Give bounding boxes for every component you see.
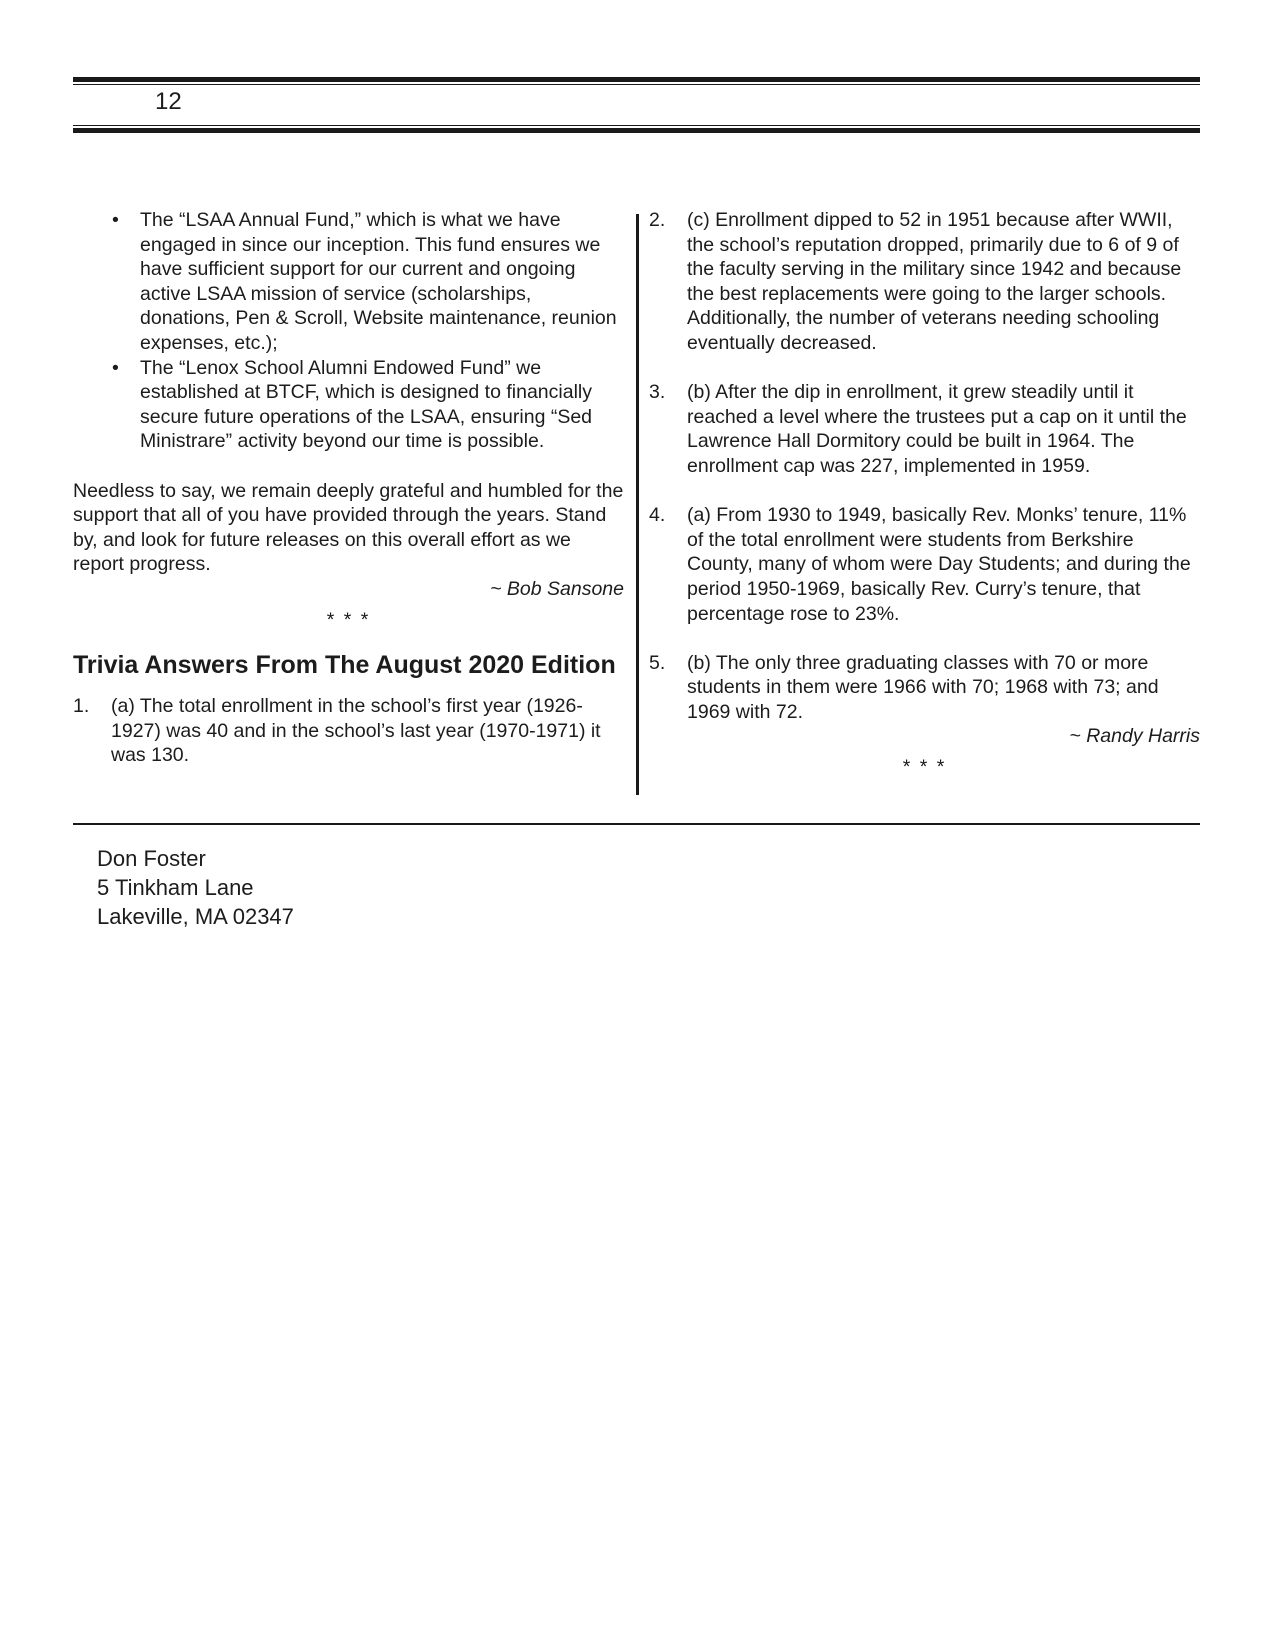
list-item: [649, 208, 1200, 356]
column-divider: [636, 214, 639, 795]
header-bottom-rule-thick: [73, 128, 1200, 133]
bullet-text: The “Lenox School Alumni Endowed Fund” we established at BTCF, which is designed to financially secure future operations of the LSAA, ensuring “Sed Ministrare” activity beyond our time is possible.: [140, 356, 593, 453]
header-top-rule-thick: [73, 77, 1200, 82]
answer-number: 2.: [649, 209, 666, 231]
mailing-divider: [73, 823, 1200, 825]
list-item: [73, 356, 624, 454]
section-title: Trivia Answers From The August 2020 Edition: [73, 651, 616, 680]
fund-bullet-list: [73, 208, 624, 454]
trivia-answer-list: [649, 208, 1200, 724]
answer-number: 4.: [649, 504, 666, 527]
list-item: [649, 503, 1200, 626]
left-column: [73, 208, 624, 768]
header-top-rule-thin: [73, 84, 1200, 85]
list-item: [649, 651, 1200, 725]
answer-number: 1.: [73, 695, 90, 718]
list-item: [649, 380, 1200, 478]
section-separator: * * *: [902, 756, 947, 779]
answer-text: (b) The only three graduating classes with 70 or more students in them were 1966 with 70; 1968 with 73; and 1969 with 72.: [687, 651, 1159, 723]
mailing-address: [97, 844, 294, 931]
page-number: 12: [155, 88, 182, 115]
closing-paragraph: Needless to say, we remain deeply grateful and humbled for the support that all of you have provided through the years. Stand by, and look for future releases on this overall effort as we report progress.: [73, 479, 624, 576]
answer-text: (a) The total enrollment in the school’s first year (1926-1927) was 40 and in the school’s last year (1970-1971) it was 130.: [111, 695, 601, 767]
bullet-icon: •: [112, 356, 119, 379]
trivia-answer-list: [73, 694, 624, 768]
answer-number: 3.: [649, 381, 666, 404]
address-street: 5 Tinkham Lane: [97, 875, 254, 900]
address-city-state-zip: Lakeville, MA 02347: [97, 904, 294, 929]
answer-text: (a) From 1930 to 1949, basically Rev. Monks’ tenure, 11% of the total enrollment were students from Berkshire County, many of whom were Day Students; and during the period 1950-1969, basically Rev. Curry’s tenure, that percentage rose to 23%.: [687, 504, 1191, 625]
bullet-icon: •: [112, 209, 119, 231]
address-name: Don Foster: [97, 846, 206, 871]
author-signature: ~ Bob Sansone: [490, 577, 624, 600]
answer-text: (c) Enrollment dipped to 52 in 1951 because after WWII, the school’s reputation dropped, primarily due to 6 of 9 of the faculty serving in the military since 1942 and because the best replacements were going to the larger schools. Additionally, the number of veterans needing schooling eventually decreased.: [687, 209, 1182, 354]
answer-number: 5.: [649, 651, 666, 674]
list-item: [73, 694, 624, 768]
bullet-text: The “LSAA Annual Fund,” which is what we have engaged in since our inception. This fund ensures we have sufficient support for our current and ongoing active LSAA mission of service (scholarships, donations, Pen & Scroll, Website maintenance, reunion expenses, etc.);: [140, 209, 617, 354]
author-signature: ~ Randy Harris: [1069, 725, 1200, 748]
section-separator: * * *: [326, 608, 371, 631]
header-bottom-rule-thin: [73, 125, 1200, 126]
list-item: [73, 208, 624, 356]
answer-text: (b) After the dip in enrollment, it grew steadily until it reached a level where the trustees put a cap on it until the Lawrence Hall Dormitory could be built in 1964. The enrollment cap was 227, implemented in 1959.: [687, 381, 1187, 477]
right-column: [649, 208, 1200, 780]
